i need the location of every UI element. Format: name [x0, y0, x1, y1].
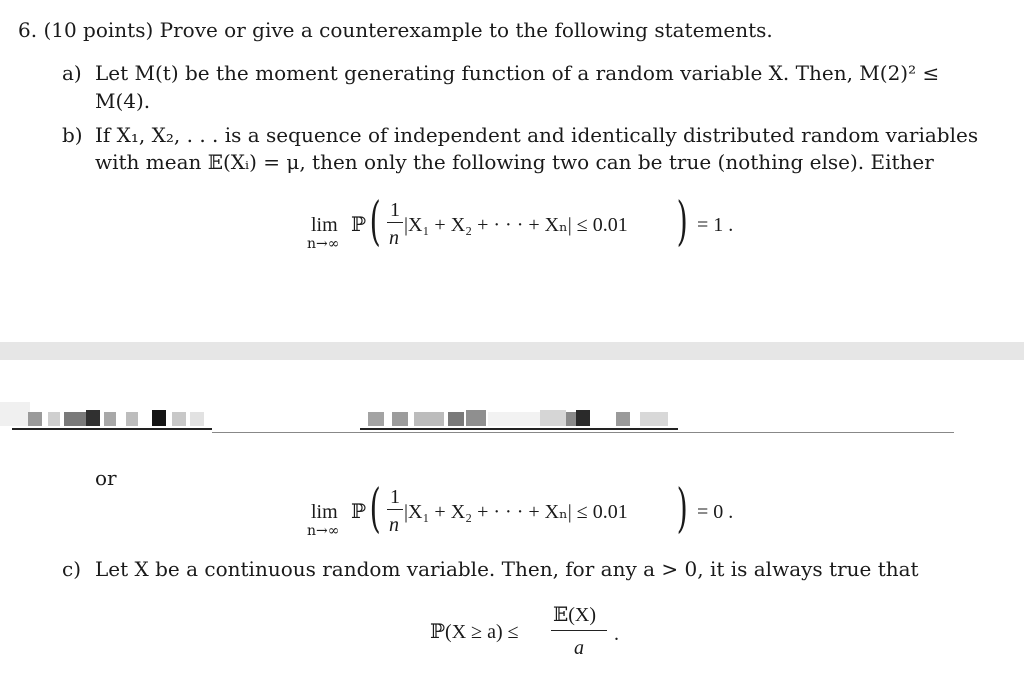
eq2-frac-den: n [389, 514, 399, 536]
part-b-line2: with mean 𝔼(Xᵢ) = μ, then only the following two can be true (nothing else). Either [95, 150, 934, 174]
part-a-label: a) [62, 61, 82, 85]
eq2-prob-symbol: ℙ [351, 501, 367, 523]
or-connector: or [95, 466, 117, 490]
markov-frac-bar [551, 630, 607, 631]
eq1-lim-subscript: n→∞ [307, 236, 340, 252]
eq2-lim: lim [311, 501, 338, 523]
part-b-label: b) [62, 123, 83, 147]
problem-heading: 6. (10 points) Prove or give a counterexample to the following statements. [18, 18, 773, 42]
gray-band [0, 342, 1024, 360]
part-c-label: c) [62, 557, 82, 581]
eq2-frac-num: 1 [390, 486, 400, 508]
part-c-line1: Let X be a continuous random variable. Then, for any a > 0, it is always true that [95, 557, 919, 581]
eq1-frac-num: 1 [390, 199, 400, 221]
eq2-left-paren: ( [369, 479, 381, 539]
eq2-frac-bar [387, 509, 403, 510]
eq2-rhs: = 0 . [697, 501, 734, 523]
eq1-frac-den: n [389, 227, 399, 249]
markov-period: . [614, 623, 619, 645]
eq2-lim-subscript: n→∞ [307, 523, 340, 539]
eq1-prob-symbol: ℙ [351, 214, 367, 236]
markov-lhs: ℙ(X ≥ a) ≤ [430, 621, 519, 643]
eq1-right-paren: ) [676, 192, 688, 252]
markov-numerator: 𝔼(X) [553, 604, 597, 626]
eq1-rhs: = 1 . [697, 214, 734, 236]
eq1-left-paren: ( [369, 192, 381, 252]
eq1-lim: lim [311, 214, 338, 236]
eq2-body: |X₁ + X₂ + · · · + Xₙ| ≤ 0.01 [404, 501, 628, 523]
part-b-line1: If X₁, X₂, . . . is a sequence of independent and identically distributed random variables [95, 123, 979, 147]
part-a-line1: Let M(t) be the moment generating function of a random variable X. Then, M(2)² ≤ [95, 61, 940, 85]
eq1-body: |X₁ + X₂ + · · · + Xₙ| ≤ 0.01 [404, 214, 628, 236]
eq2-right-paren: ) [676, 479, 688, 539]
markov-denominator: a [574, 637, 584, 659]
eq1-frac-bar [387, 222, 403, 223]
part-a-line2: M(4). [95, 89, 151, 113]
